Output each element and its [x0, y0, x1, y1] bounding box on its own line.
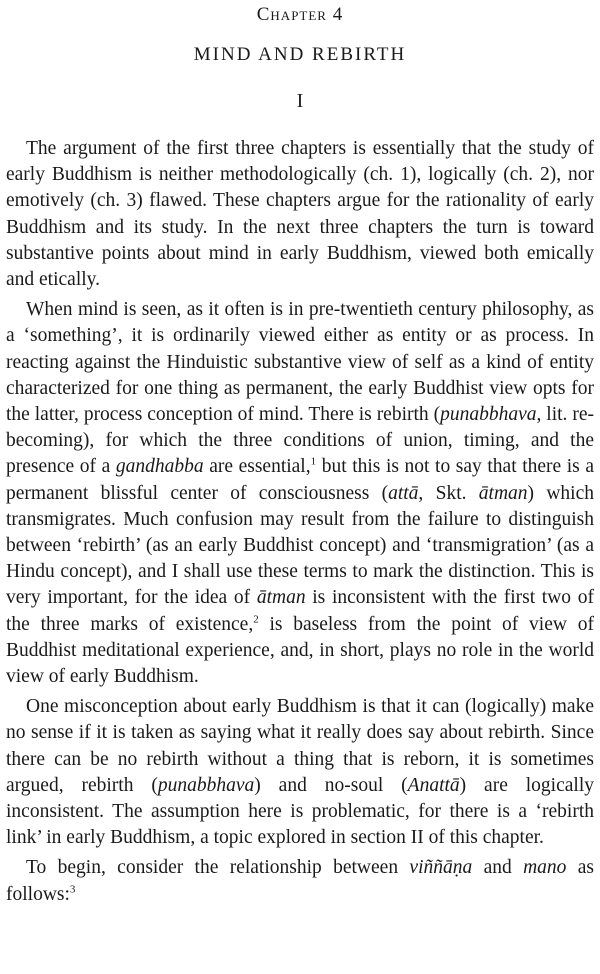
chapter-label: Chapter 4	[256, 4, 344, 25]
paragraph-1: The argument of the first three chapters is essentially that the study of early Buddhism is neither methodologically (ch. 1), logically (ch. 2), nor emotively (ch. 3) flawed. These chapters argue for the rationality of early Buddhism and its study. In the next three chapters the turn is toward substantive points about mind in early Buddhism, viewed both emically and etically.	[6, 138, 594, 291]
chapter-title: MIND AND REBIRTH	[193, 44, 407, 65]
paragraph-2: When mind is seen, as it often is in pre-twentieth century philosophy, as a ‘something’, it is ordinarily viewed either as entity or as process. In reacting against the Hinduistic substantive view of self as a kind of entity characterized for one thing as permanent, the early Buddhist view opts for the latter, process conception of mind. There is rebirth (punabbhava, lit. re-becoming), for which the three conditions of union, timing, and the presence of a gandhabba are essential,$^1$ but this is not to say that there is a permanent blissful center of consciousness (attā, Skt. ātman) which transmigrates. Much confusion may result from the failure to distinguish between ‘rebirth’ (as an early Buddhist concept) and ‘transmigration’ (as a Hindu concept), and I shall use these terms to mark the distinction. This is very important, for the idea of ātman is inconsistent with the first two of the three marks of existence,$^2$ is baseless from the point of view of Buddhist meditational experience, and, in short, plays no role in the world view of early Buddhism.	[6, 299, 595, 688]
paragraph-3: One misconception about early Buddhism is that it can (logically) make no sense if it is taken as saying what it really does say about rebirth. Since there can be no rebirth without a thing that is reborn, it is sometimes argued, rebirth (punabbhava) and no-soul (Anattā) are logically inconsistent. The assumption here is problematic, for there is a ‘rebirth link’ in early Buddhism, a topic explored in section II of this chapter.	[6, 696, 594, 849]
section-numeral: I	[296, 90, 304, 112]
footnote-marker: 2	[253, 613, 259, 626]
footnote-marker: 3	[69, 883, 76, 896]
body-text	[6, 136, 594, 912]
footnote-marker: 1	[310, 455, 317, 468]
paragraph-4: To begin, consider the relationship between viññāṇa and mano as follows:$^3$	[6, 857, 594, 905]
